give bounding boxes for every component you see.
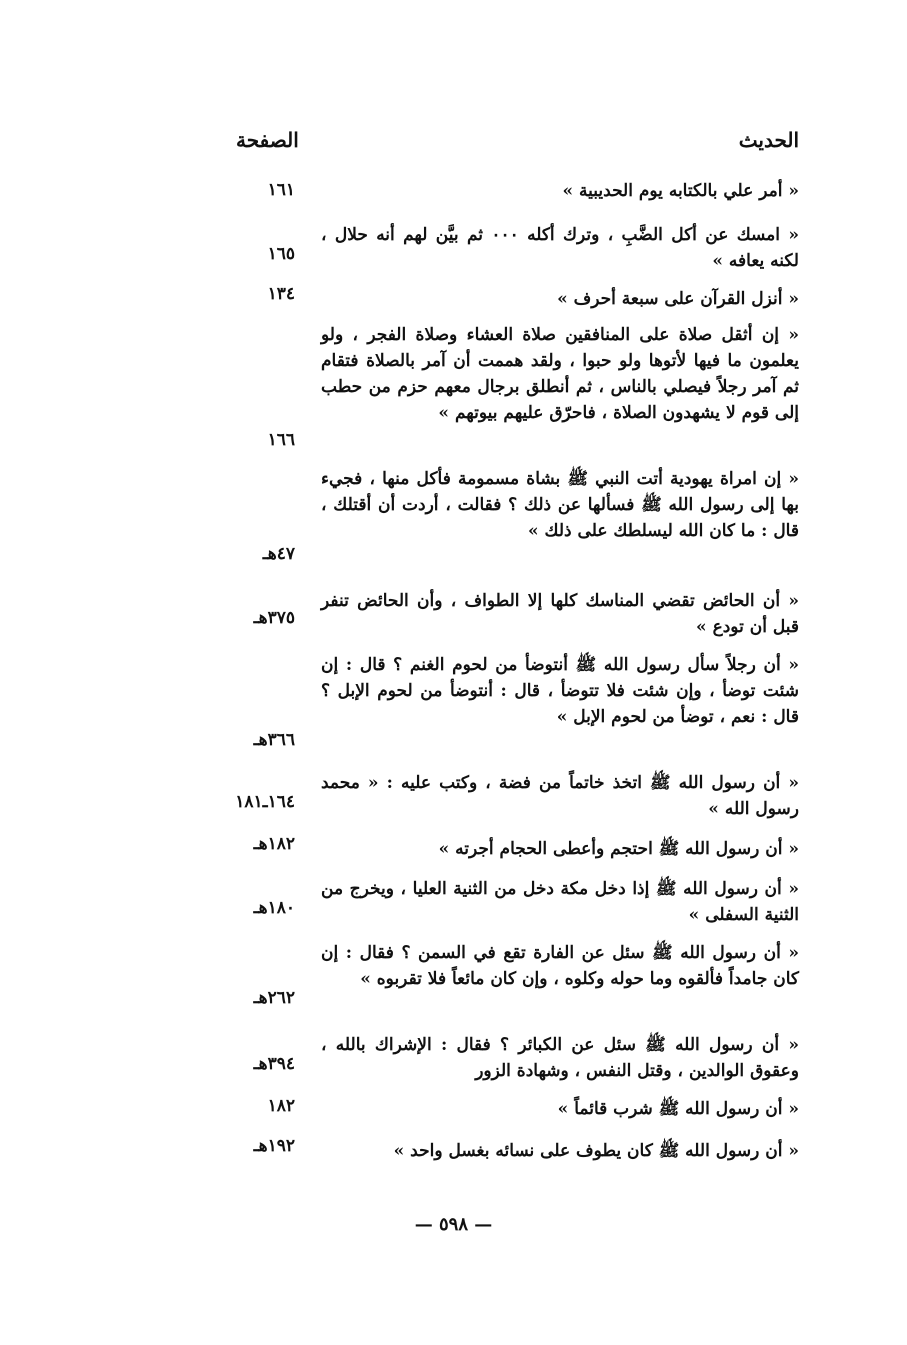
page-reference: ١٨٢هـ [253, 834, 295, 854]
page-reference: ١٦٥ [267, 244, 295, 264]
index-entry [321, 588, 799, 640]
column-header-hadith: الحديث [738, 128, 799, 152]
hadith-text: « أن رسول الله ﷺ إذا دخل مكة دخل من الثنية العليا ، ويخرج من الثنية السفلى » [321, 879, 799, 925]
column-header-page: الصفحة [236, 128, 299, 152]
index-entry [321, 1138, 799, 1164]
hadith-text: « إن امراة يهودية أتت النبي ﷺ بشاة مسمومة فأكل منها ، فجيء بها إلى رسول الله ﷺ فسألها عن ذلك ؟ فقالت ، أردت أن أقتلك ، قال : ما كان الله ليسلطك على ذلك » [321, 469, 799, 541]
index-entry [321, 222, 799, 274]
index-entry [321, 876, 799, 928]
index-entry [321, 770, 799, 822]
hadith-text: « أن رسول الله ﷺ احتجم وأعطى الحجام أجرته » [438, 839, 799, 859]
hadith-text: « أن رسول الله ﷺ سئل عن الفارة تقع في السمن ؟ فقال : إن كان جامداً فألقوه وما حوله وكلوه ، وإن كان مائعاً فلا تقربوه » [321, 943, 799, 989]
index-entry [321, 178, 799, 204]
index-entry [321, 286, 799, 312]
hadith-text: « أن رسول الله ﷺ كان يطوف على نسائه بغسل واحد » [393, 1141, 799, 1161]
page-reference: ٣٩٤هـ [253, 1054, 295, 1074]
hadith-text: « أن الحائض تقضي المناسك كلها إلا الطواف ، وأن الحائض تنفر قبل أن تودع » [321, 591, 799, 637]
index-entry [321, 322, 799, 426]
page-reference: ١٦٤ـ١٨١ [235, 792, 295, 812]
page-reference: ١٨٢ [267, 1096, 295, 1116]
hadith-text: « أن رسول الله ﷺ شرب قائماً » [557, 1099, 799, 1119]
page-reference: ١٩٢هـ [253, 1136, 295, 1156]
hadith-text: « أن رجلاً سأل رسول الله ﷺ أنتوضأ من لحوم الغنم ؟ قال : إن شئت توضأ ، وإن شئت فلا تتوضأ ، قال : أنتوضأ من لحوم الإبل ؟ قال : نعم ، توضأ من لحوم الإبل » [321, 655, 799, 727]
page-reference: ١٣٤ [267, 284, 295, 304]
index-entry [321, 466, 799, 544]
index-entry [321, 836, 799, 862]
page-reference: ١٦١ [267, 180, 295, 200]
hadith-text: « أمر علي بالكتابه يوم الحديبية » [562, 181, 799, 201]
page-reference: ٣٧٥هـ [253, 608, 295, 628]
page-number: — ٥٩٨ — [414, 1214, 493, 1235]
hadith-text: « أن رسول الله ﷺ سئل عن الكبائر ؟ فقال : الإشراك بالله ، وعقوق الوالدين ، وقتل النفس ، وشهادة الزور [321, 1035, 799, 1081]
page-reference: ١٨٠هـ [253, 898, 295, 918]
index-entry [321, 652, 799, 730]
page-reference: ١٦٦ [267, 430, 295, 450]
page-reference: ٢٦٢هـ [253, 988, 295, 1008]
index-entry [321, 1096, 799, 1122]
index-entry [321, 1032, 799, 1084]
hadith-text: « إن أثقل صلاة على المنافقين صلاة العشاء وصلاة الفجر ، ولو يعلمون ما فيها لأتوها ولو حبوا ، ولقد هممت أن آمر بالصلاة فتقام ثم آمر رجلاً فيصلي بالناس ، ثم أنطلق برجال معهم حزم من حطب إلى قوم لا يشهدون الصلاة ، فاحرّق عليهم بيوتهم » [321, 325, 799, 423]
hadith-text: « أن رسول الله ﷺ اتخذ خاتماً من فضة ، وكتب عليه : « محمد رسول الله » [321, 773, 799, 819]
hadith-text: « امسك عن أكل الضَّبِ ، وترك أكله ٠٠٠ ثم بيَّن لهم أنه حلال ، لكنه يعافه » [321, 225, 799, 271]
page-reference: ٣٦٦هـ [253, 730, 295, 750]
page-reference: ٤٧هـ [262, 544, 295, 564]
index-entry [321, 940, 799, 992]
hadith-text: « أنزل القرآن على سبعة أحرف » [557, 289, 799, 309]
